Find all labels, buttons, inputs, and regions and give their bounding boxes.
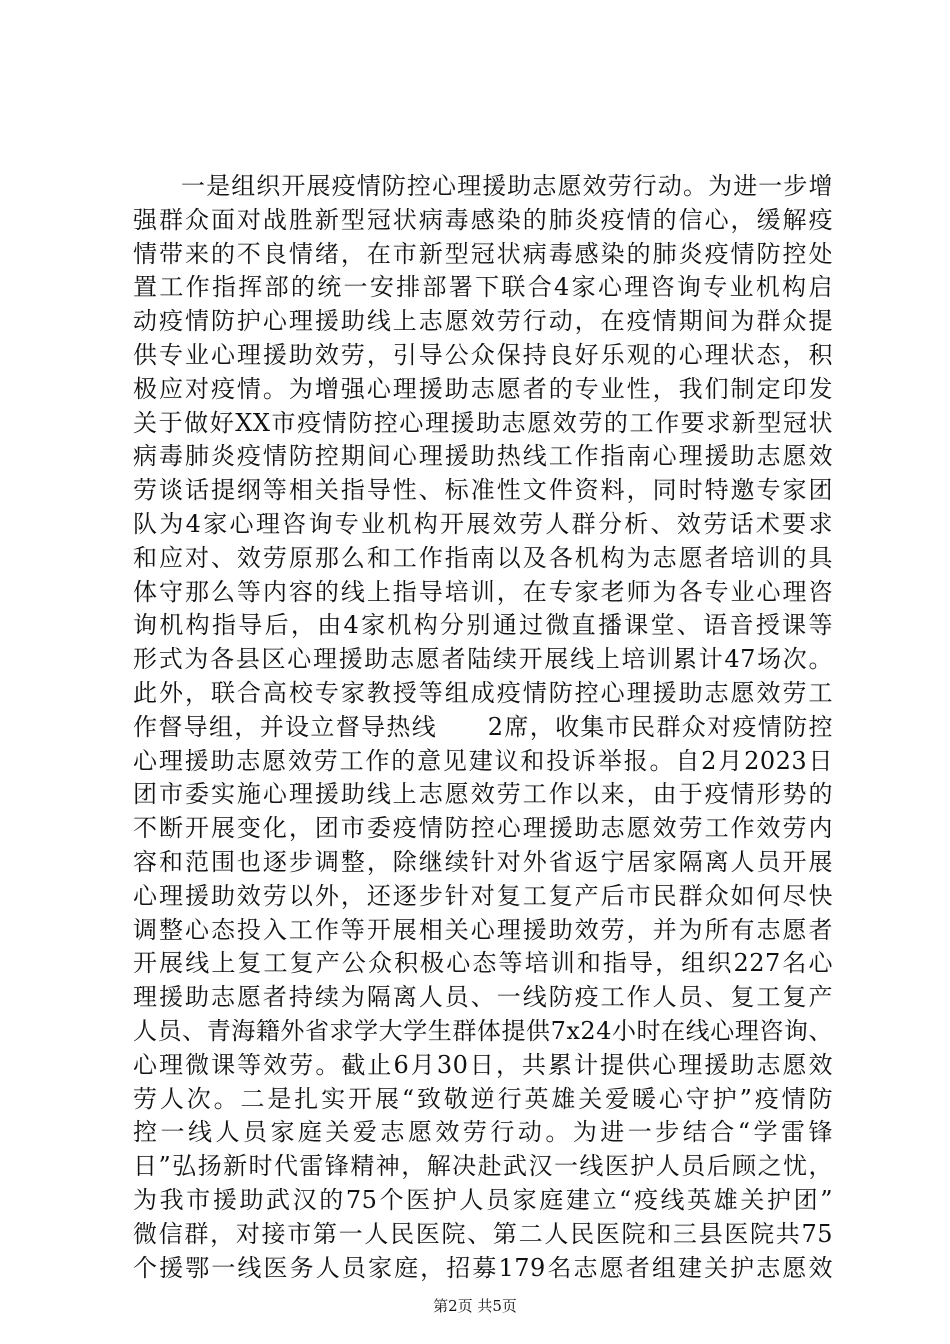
text-line: 极应对疫情。为增强心理援助志愿者的专业性，我们制定印发 — [133, 374, 833, 403]
text-line: 容和范围也逐步调整，除继续针对外省返宁居家隔离人员开展 — [133, 847, 833, 876]
text-line: 理援助志愿者持续为隔离人员、一线防疫工作人员、复工复产 — [133, 983, 833, 1012]
page-number-label: 第2页 共5页 — [433, 1297, 517, 1315]
text-line: 作督导组，并设立督导热线 2席，收集市民群众对疫情防控 — [133, 712, 833, 741]
text-line: 病毒肺炎疫情防控期间心理援助热线工作指南心理援助志愿效 — [133, 442, 833, 471]
text-line: 心理援助志愿效劳工作的意见建议和投诉举报。自2月2023日 — [133, 746, 833, 775]
text-line: 不断开展变化，团市委疫情防控心理援助志愿效劳工作效劳内 — [133, 814, 833, 843]
text-line: 供专业心理援助效劳，引导公众保持良好乐观的心理状态，积 — [133, 340, 833, 369]
text-line: 情带来的不良情绪，在市新型冠状病毒感染的肺炎疫情防控处 — [133, 239, 833, 268]
text-line: 调整心态投入工作等开展相关心理援助效劳，并为所有志愿者 — [133, 915, 833, 944]
text-line: 心理援助效劳以外，还逐步针对复工复产后市民群众如何尽快 — [133, 881, 833, 910]
page-footer — [0, 1296, 950, 1316]
text-line: 置工作指挥部的统一安排部署下联合4家心理咨询专业机构启 — [133, 273, 833, 302]
text-line: 询机构指导后，由4家机构分别通过微直播课堂、语音授课等 — [133, 611, 833, 640]
text-line: 人员、青海籍外省求学大学生群体提供7x24小时在线心理咨询、 — [133, 1016, 833, 1045]
text-line: 此外，联合高校专家教授等组成疫情防控心理援助志愿效劳工 — [133, 678, 833, 707]
text-line: 和应对、效劳原那么和工作指南以及各机构为志愿者培训的具 — [133, 543, 833, 572]
text-line: 心理微课等效劳。截止6月30日，共累计提供心理援助志愿效 — [133, 1050, 833, 1079]
text-line: 强群众面对战胜新型冠状病毒感染的肺炎疫情的信心，缓解疫 — [133, 205, 833, 234]
text-line: 开展线上复工复产公众积极心态等培训和指导，组织227名心 — [133, 949, 833, 978]
text-line: 控一线人员家庭关爱志愿效劳行动。为进一步结合“学雷锋 — [133, 1118, 833, 1147]
body-paragraph — [133, 170, 833, 1285]
text-line: 形式为各县区心理援助志愿者陆续开展线上培训累计47场次。 — [133, 645, 833, 674]
text-line: 劳人次。二是扎实开展“致敬逆行英雄关爱暖心守护”疫情防 — [133, 1084, 833, 1113]
text-line: 关于做好XX市疫情防控心理援助志愿效劳的工作要求新型冠状 — [133, 408, 833, 437]
text-line: 为我市援助武汉的75个医护人员家庭建立“疫线英雄关护团” — [133, 1185, 833, 1214]
text-line: 体守那么等内容的线上指导培训，在专家老师为各专业心理咨 — [133, 577, 833, 606]
text-line: 动疫情防护心理援助线上志愿效劳行动，在疫情期间为群众提 — [133, 307, 833, 336]
text-line: 团市委实施心理援助线上志愿效劳工作以来，由于疫情形势的 — [133, 780, 833, 809]
text-line: 一是组织开展疫情防控心理援助志愿效劳行动。为进一步增 — [181, 172, 833, 200]
text-line: 个援鄂一线医务人员家庭，招募179名志愿者组建关护志愿效 — [133, 1253, 833, 1282]
text-line: 日”弘扬新时代雷锋精神，解决赴武汉一线医护人员后顾之忧， — [133, 1152, 833, 1181]
text-line: 劳谈话提纲等相关指导性、标准性文件资料，同时特邀专家团 — [133, 476, 833, 505]
text-line: 队为4家心理咨询专业机构开展效劳人群分析、效劳话术要求 — [133, 509, 833, 538]
text-line: 微信群，对接市第一人民医院、第二人民医院和三县医院共75 — [133, 1219, 833, 1248]
